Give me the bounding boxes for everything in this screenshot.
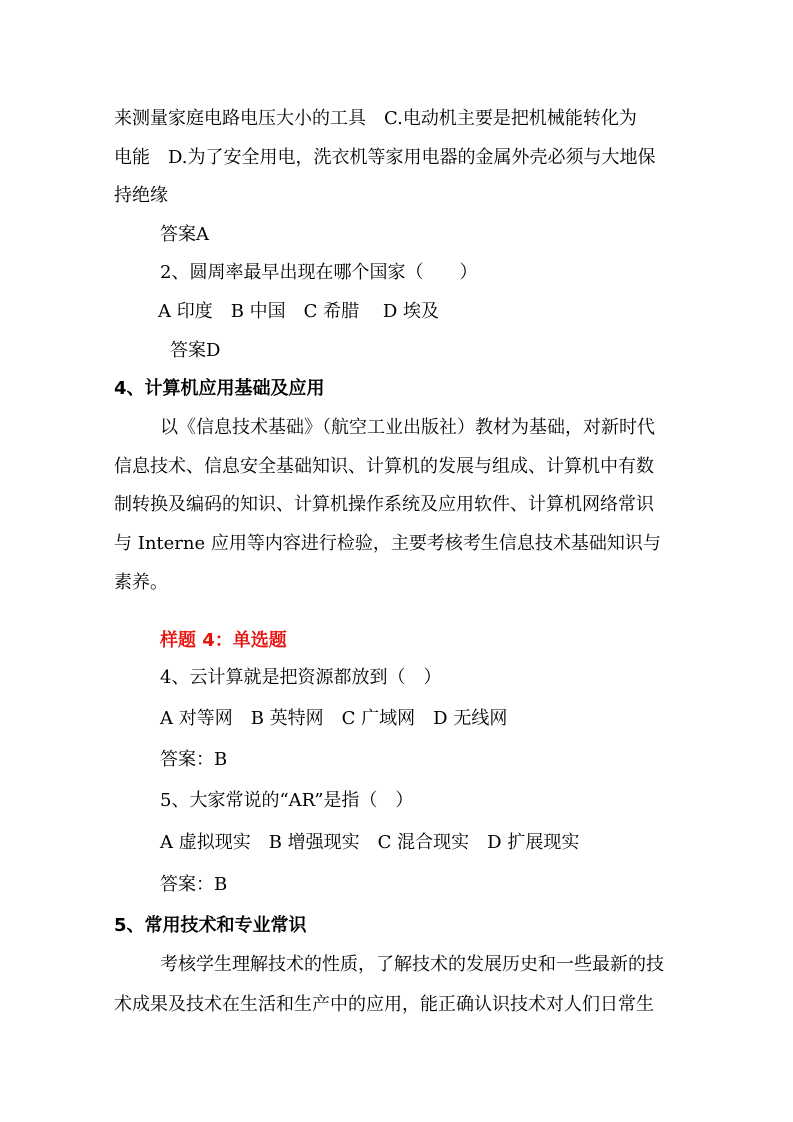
answer-line: 答案：B: [160, 874, 228, 895]
paragraph-line: 信息技术、信息安全基础知识、计算机的发展与组成、计算机中有数: [114, 456, 654, 477]
question-line: 4、云计算就是把资源都放到（ ）: [160, 667, 442, 688]
sample-question-heading: 样题 4：单选题: [160, 630, 287, 651]
answer-line: 答案：B: [160, 749, 228, 770]
question-line: 2、圆周率最早出现在哪个国家（ ）: [160, 262, 478, 283]
answer-line: 答案A: [160, 224, 209, 245]
options-line: A 印度 B 中国 C 希腊 D 埃及: [158, 301, 440, 322]
options-line: A 对等网 B 英特网 C 广域网 D 无线网: [160, 708, 508, 729]
paragraph-line: 持绝缘: [114, 185, 168, 206]
paragraph-line: 与 Interne 应用等内容进行检验，主要考核考生信息技术基础知识与: [114, 533, 661, 554]
answer-line: 答案D: [170, 340, 221, 361]
paragraph-line: 考核学生理解技术的性质，了解技术的发展历史和一些最新的技: [160, 954, 664, 975]
paragraph-line: 来测量家庭电路电压大小的工具 C.电动机主要是把机械能转化为: [114, 108, 637, 129]
question-line: 5、大家常说的“AR”是指（ ）: [160, 790, 414, 811]
paragraph-line: 电能 D.为了安全用电，洗衣机等家用电器的金属外壳必须与大地保: [114, 147, 656, 168]
paragraph-line: 素养。: [114, 572, 168, 593]
section-heading: 5、常用技术和专业常识: [114, 915, 307, 936]
section-heading: 4、计算机应用基础及应用: [114, 378, 325, 399]
paragraph-line: 术成果及技术在生活和生产中的应用，能正确认识技术对人们日常生: [114, 994, 654, 1015]
paragraph-line: 以《信息技术基础》（航空工业出版社）教材为基础，对新时代: [160, 417, 655, 438]
options-line: A 虚拟现实 B 增强现实 C 混合现实 D 扩展现实: [160, 832, 580, 853]
paragraph-line: 制转换及编码的知识、计算机操作系统及应用软件、计算机网络常识: [114, 494, 654, 515]
